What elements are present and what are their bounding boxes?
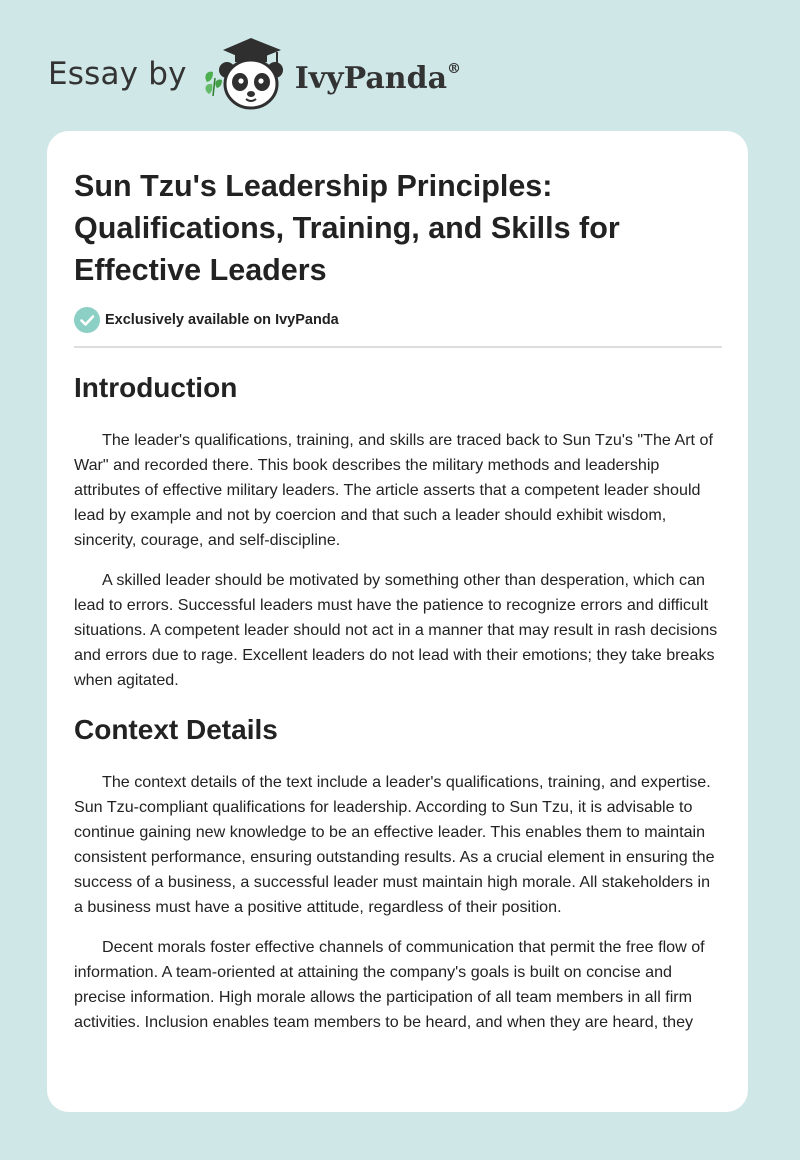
paragraph: A skilled leader should be motivated by something other than desperation, which can lead to errors. Successful leaders must have the patience to recognize errors and difficult situations. A competent leader should not act in a manner that may result in rash decisions and errors due to rage. Excellent leaders do not lead with their emotions; they take breaks when agitated. — [74, 571, 718, 689]
article-title: Sun Tzu's Leadership Principles: Qualifications, Training, and Skills for Effective Leaders — [74, 169, 620, 287]
section-introduction — [74, 370, 722, 693]
paragraph: Decent morals foster effective channels of communication that permit the free flow of information. A team-oriented at attaining the company's goals is built on concise and precise information. High morale allows the participation of all team members in all firm activities. Inclusion enables team members to be heard, and when they are heard, they — [74, 938, 705, 1031]
section-heading: Context Details — [74, 714, 278, 745]
article-card — [47, 131, 748, 1112]
section-context-details — [74, 712, 722, 1035]
brand-name[interactable]: IvyPanda® — [294, 60, 462, 96]
title-divider — [74, 346, 722, 348]
paragraph: The context details of the text include a leader's qualifications, training, and expertise. Sun Tzu-compliant qualifications for leadership. According to Sun Tzu, it is advisable to continue gaining new knowledge to be an effective leader. This enables them to maintain consistent performance, ensuring outstanding results. As a crucial element in ensuring the success of a business, a successful leader must maintain high morale. All stakeholders in a business must have a positive attitude, regardless of their position. — [74, 773, 715, 916]
exclusive-badge-label: Exclusively available on IvyPanda — [105, 312, 339, 328]
essay-by-label: Essay by — [48, 56, 187, 92]
section-heading: Introduction — [74, 372, 238, 403]
panda-graduate-icon[interactable] — [201, 36, 293, 112]
check-circle-icon — [74, 307, 100, 333]
exclusive-badge — [74, 306, 722, 334]
paragraph: The leader's qualifications, training, and skills are traced back to Sun Tzu's "The Art of War" and recorded there. This book describes the military methods and leadership attributes of effective military leaders. The article asserts that a competent leader should lead by example and not by coercion and that such a leader should exhibit wisdom, sincerity, courage, and self-discipline. — [74, 431, 713, 549]
site-header — [48, 34, 461, 114]
